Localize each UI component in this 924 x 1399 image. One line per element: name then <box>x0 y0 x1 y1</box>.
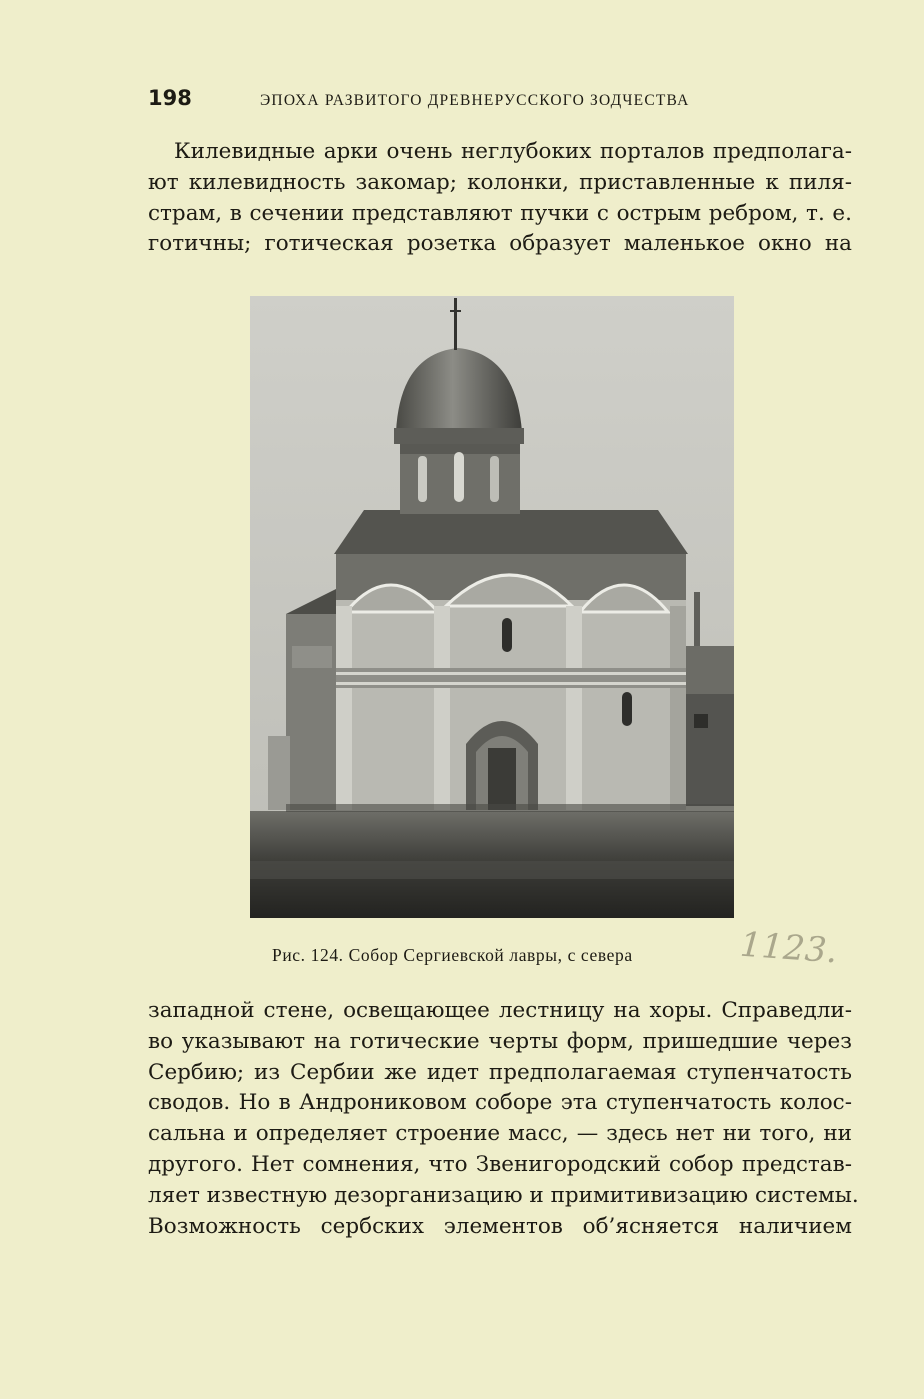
paragraph-bottom <box>148 996 859 1242</box>
paragraph-top <box>148 137 852 260</box>
text-line: ют килевидность закомар; колонки, приставленные к пиля- <box>148 169 852 195</box>
text-line: сводов. Но в Андрониковом соборе эта ступенчатость колос- <box>148 1090 852 1116</box>
page-header <box>148 86 848 116</box>
figure-caption: Рис. 124. Собор Сергиевской лавры, с севера <box>272 945 633 965</box>
text-line: страм, в сечении представляют пучки с острым ребром, т. е. <box>148 200 852 226</box>
running-title: ЭПОХА РАЗВИТОГО ДРЕВНЕРУССКОГО ЗОДЧЕСТВА <box>260 92 690 109</box>
pencil-annotation: 1123. <box>738 924 839 972</box>
text-line: ляет известную дезорганизацию и примитивизацию системы. <box>148 1182 859 1208</box>
cathedral-photo <box>250 296 734 918</box>
text-line: готичны; готическая розетка образует маленькое окно на <box>148 231 852 257</box>
text-line: Возможность сербских элементов об’ясняется наличием <box>148 1213 852 1239</box>
page-number: 198 <box>148 86 192 110</box>
text-line: Сербию; из Сербии же идет предполагаемая ступенчатость <box>148 1059 852 1085</box>
text-line: сальна и определяет строение масс, — здесь нет ни того, ни <box>148 1121 852 1147</box>
text-line: Килевидные арки очень неглубоких порталов предполага- <box>174 139 852 164</box>
text-line: западной стене, освещающее лестницу на хоры. Справедли- <box>148 998 852 1023</box>
text-line: другого. Нет сомнения, что Звенигородский собор представ- <box>148 1151 852 1177</box>
text-line: во указывают на готические черты форм, пришедшие через <box>148 1028 852 1054</box>
